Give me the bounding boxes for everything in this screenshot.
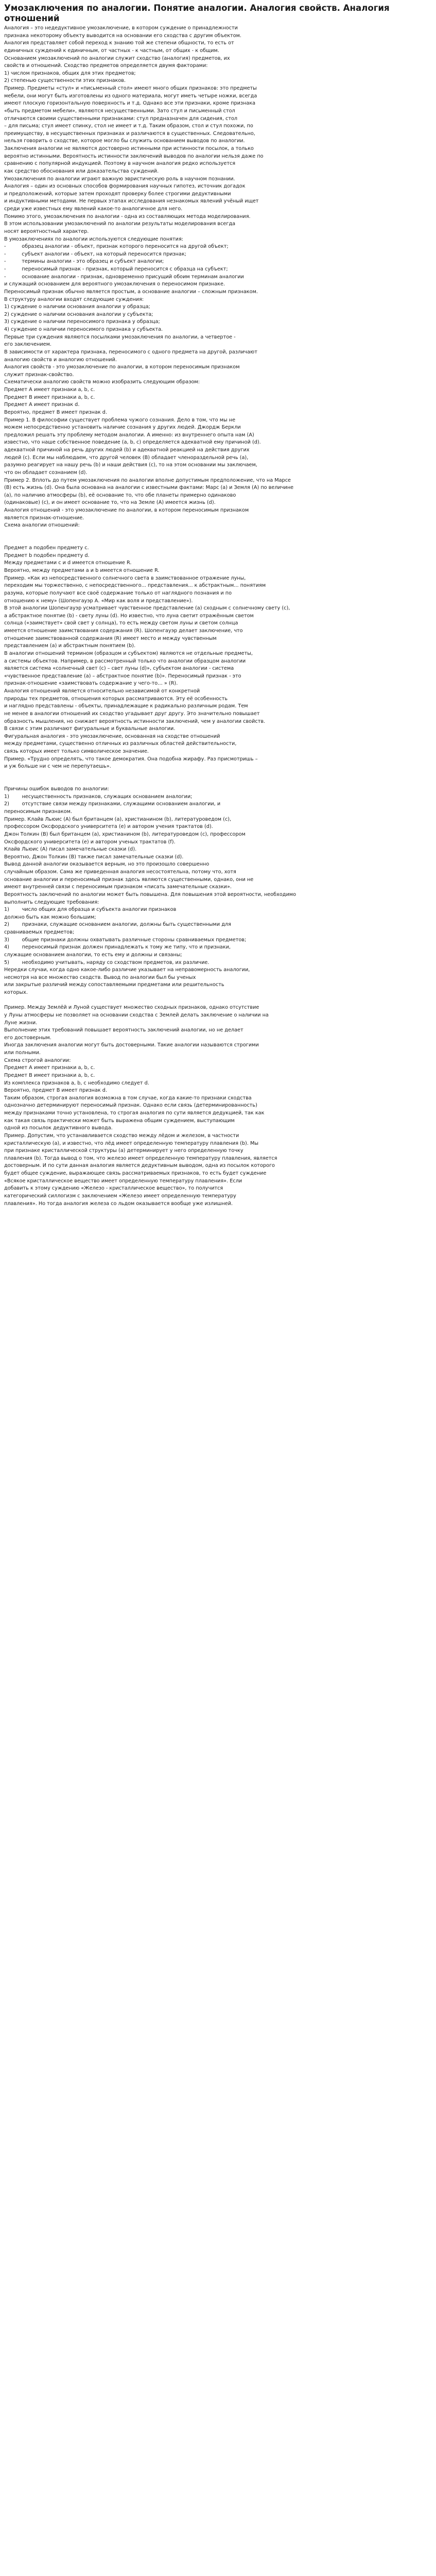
text-line: Выполнение этих требований повышает вероятность заключений аналогии, но не делает	[4, 1027, 243, 1033]
text-line: можем непосредственно установить наличие сознания у других людей. Джордж Беркли	[4, 425, 241, 431]
text-line: - образец аналогии - объект, признак которого переносится на другой объект;	[4, 244, 229, 250]
text-line: является система «солнечный свет (с) – свет луны (d)», субъектом аналогии - система	[4, 666, 234, 672]
text-line: Иногда заключения аналогии могут быть достоверными. Такие аналогии называются строгими	[4, 1042, 259, 1048]
text-line: Пример. «Как из непосредственного солнечного света в заимствованное отражение луны,	[4, 575, 246, 581]
text-line: нельзя говорить о сходстве, которое могло бы служить основанием выводов по аналогии.	[4, 138, 245, 144]
text-line: предложил решать эту проблему методом аналогии. А именно: из внутреннего опыта нам (А)	[4, 432, 254, 438]
text-line: Пример. «Трудно определять, что такое демократия. Она подобна жирафу. Раз присмотришь –	[4, 756, 258, 762]
text-line: у Луны атмосферы не позволяет на основании сходства с Землей делать заключение о наличии на	[4, 1012, 269, 1018]
text-line: Между предметами с и d имеется отношение R.	[4, 560, 132, 566]
text-line: категорический силлогизм с заключением «Железо имеет определенную температуру	[4, 1193, 236, 1199]
text-line: - субъект аналогии - объект, на который переносится признак;	[4, 251, 187, 257]
text-line: связь которых имеет только символическое значение.	[4, 749, 149, 754]
text-line: 2) суждение о наличии основания аналогии у субъекта;	[4, 311, 153, 317]
text-line	[4, 530, 431, 537]
text-line: Вывод данной аналогии оказывается верным, но это произошло совершенно	[4, 861, 210, 868]
text-line: и служащий основанием для вероятного умозаключения о переносимом признаке.	[4, 281, 225, 287]
text-line: разума, которые получают все своё содержание только от наглядного познания и по	[4, 590, 232, 596]
text-line: «быть предметом мебели», являются несущественными. Зато стул и письменный стол	[4, 108, 235, 114]
text-line: Аналогия представляет собой переход к знанию той же степени общности, то есть от	[4, 40, 234, 46]
text-line: – для письма; стул имеет спинку, стол не имеет и т.д. Таким образом, стол и стул похожи, по	[4, 123, 253, 129]
text-line: а системы объектов. Например, в рассмотренный только что аналогии образцом аналогии	[4, 658, 246, 664]
text-line: 3) суждение о наличии переносимого признака у образца;	[4, 319, 160, 325]
text-line: Аналогия свойств - это умозаключение по аналогии, в котором переносимым признаком	[4, 364, 240, 370]
text-line: Предмет а подобен предмету c.	[4, 545, 89, 551]
text-line: Заключения аналогии не являются достоверно истинными при истинности посылок, а только	[4, 146, 254, 151]
text-line: плавления». Но тогда аналогия железа со льдом оказывается вообще уже излишней.	[4, 1200, 233, 1207]
text-line: Таким образом, строгая аналогия возможна в том случае, когда какие-то признаки сходства	[4, 1095, 252, 1101]
text-line: Схема аналогии отношений:	[4, 522, 80, 529]
text-line: имеют плоскую горизонтальную поверхность и т.д. Однако все эти признаки, кроме признака	[4, 100, 256, 107]
text-line: - переносимый признак - признак, который переносится с образца на субъект;	[4, 266, 228, 272]
text-line: основание аналогии и переносимый признак здесь являются существенными, однако, они не	[4, 876, 254, 883]
text-line: В этом использовании умозаключений по аналогии результаты моделирования всегда	[4, 221, 236, 227]
text-line: Причины ошибок выводов по аналогии:	[4, 786, 109, 792]
text-line: Предмет А имеет признаки a, b, c.	[4, 1065, 95, 1071]
text-line: Умозаключения по аналогии играют важную эвристическую роль в научном познании.	[4, 176, 235, 182]
text-line	[4, 997, 431, 1005]
text-line: среди уже известных ему явлений какое-то аналогичное для него.	[4, 206, 183, 212]
text-line: В зависимости от характера признака, переносимого с одного предмета на другой, различают	[4, 349, 257, 355]
text-line: В структуру аналогии входят следующие суждения:	[4, 296, 144, 302]
text-line: 4) переносимый признак должен принадлежать к тому же типу, что и признаки,	[4, 944, 231, 951]
text-line: не менее в аналогии отношений их сходство угадывает друг другу. Это значительно повышает	[4, 710, 260, 717]
document-page	[0, 0, 436, 1208]
text-line: достоверным. И по сути данная аналогия является дедуктивным выводом, одна из посылок которого	[4, 1163, 275, 1169]
text-line: его заключением.	[4, 342, 52, 348]
text-line: сравниваемых предметов;	[4, 929, 75, 935]
text-line: носят вероятностный характер.	[4, 228, 89, 234]
text-line: Фигуральная аналогия - это умозаключение, основанная на сходстве отношений	[4, 733, 220, 739]
text-line: разумно реагирует на нашу речь (b) и наши действия (c), то на этом основании мы заключаем,	[4, 462, 257, 468]
text-line: В умозаключениях по аналогии используются следующие понятия:	[4, 236, 184, 242]
text-line: - термины аналогии - это образец и субъект аналогии;	[4, 259, 164, 265]
text-line: Схематически аналогию свойств можно изобразить следующим образом:	[4, 379, 200, 385]
text-line: 1) несущественность признаков, служащих основанием аналогии;	[4, 793, 193, 800]
text-line: Предмет А имеет признаки a, b, c.	[4, 387, 95, 393]
text-line: Пример. Между Землёй и Луной существует множество сходных признаков, однако отсутствие	[4, 1005, 259, 1011]
text-line: которых.	[4, 990, 28, 995]
text-line: Вероятность заключений по аналогии может быть повышена. Для повышения этой вероятности, необходимо	[4, 891, 297, 897]
text-line: Клайв Льюис (А) писал замечательные сказки (d).	[4, 846, 137, 853]
text-line: несмотря на все множество сходств. Вывод по аналогии был бы ученых	[4, 974, 196, 980]
text-line: одной из посылок дедуктивного вывода.	[4, 1125, 113, 1131]
text-line: Джон Толкин (В) был британцем (а), христианином (b), литературоведом (с), профессором	[4, 831, 246, 837]
article-body	[4, 25, 431, 1208]
text-line: между признаками точно установлена, то строгая аналогия по сути является дедукцией, так как	[4, 1110, 265, 1116]
text-line	[4, 771, 431, 778]
text-line: имеется отношение заимствования содержания (R). Шопенгауэр делает заключение, что	[4, 628, 243, 634]
text-line: Предмет В имеет признаки a, b, c.	[4, 1072, 95, 1078]
text-line: плавления (b). Тогда вывод о том, что железо имеет определенную температуру плавления, является	[4, 1155, 277, 1161]
text-line: свойств и отношений. Сходство предметов определяется двумя факторами:	[4, 63, 208, 69]
text-line: 1) суждение о наличии основания аналогии у образца;	[4, 304, 150, 310]
text-line: Аналогия – это недедуктивное умозаключение, в котором суждение о принадлежности	[4, 25, 238, 31]
text-line: между предметами, существенно отличных из различных областей действительности,	[4, 741, 237, 747]
text-line: Оксфордского университета (е) и автором ученых трактатов (f).	[4, 839, 176, 845]
text-line: Пример 2. Вплоть до путем умозаключения по аналогии вполне допустимым предположение, что на Марсе	[4, 477, 291, 483]
text-line: отношению к нему» (Шопенгауэр А. «Мир как воля и представление»).	[4, 598, 193, 604]
text-line: (В) есть жизнь (d). Она была основана на аналогии с известными фактами: Марс (a) и Земля (А) по величине	[4, 485, 294, 491]
text-line: при признаке кристаллической структуры (а) детерминирует у него определенную точку	[4, 1148, 243, 1154]
text-line: признак-отношение «заимствовать содержание у чего-то… » (R).	[4, 681, 178, 687]
text-line: В этой аналогии Шопенгауэр усматривает чувственное представление (а) сходным с солнечному свету (с),	[4, 605, 290, 612]
text-line: Из комплекса признаков a, b, c необходимо следует d.	[4, 1080, 149, 1086]
text-line: Предмет В имеет признаки a, b, c.	[4, 394, 95, 400]
text-line: имеют внутренней связи с переносимым признаком «писать замечательные сказки».	[4, 884, 232, 890]
text-line: должно быть как можно большим;	[4, 914, 96, 920]
text-line: как такая связь практически может быть выражена общим суждением, выступающим	[4, 1117, 235, 1124]
text-line: однозначно детерминируют переносимый признак. Однако если связь (детерминированность)	[4, 1103, 257, 1109]
text-line: Нередки случаи, когда одно какое-либо различие указывает на неправомерность аналогии,	[4, 967, 250, 973]
text-line: людей (c). Если мы наблюдаем, что другой человек (В) обладает членораздельной речь (a),	[4, 454, 249, 461]
text-line: 1) числом признаков, общих для этих предметов;	[4, 70, 136, 76]
text-line: Луне жизни.	[4, 1020, 38, 1026]
text-line: будет общее суждение, выражающее связь рассматриваемых признаков, то есть будет суждение	[4, 1171, 267, 1176]
text-line: или закрытые различий между сопоставляемыми предметами или решительность	[4, 982, 224, 988]
text-line: 1) число общих для образца и субъекта аналогии признаков	[4, 907, 177, 913]
text-line: Вероятно, между предметами а и b имеется отношение R.	[4, 568, 160, 573]
text-line: кристаллическую (а), и известно, что лёд имеет определенную температуру плавления (b). Мы	[4, 1140, 258, 1146]
text-line: аналогию свойств и аналогию отношений.	[4, 357, 117, 363]
text-line: «Всякое кристаллическое вещество имеет определенную температуру плавления». Если	[4, 1178, 242, 1184]
text-line: Предмет А имеет признак d.	[4, 402, 80, 408]
text-line: Переносимый признак обычно является простым, а основание аналогии – сложным признаком.	[4, 289, 258, 295]
text-line: природы тех предметов, отношения которых рассматриваются. Эту её особенность	[4, 696, 228, 702]
text-line: отличаются своими существенными признаками: стул предназначен для сидения, стол	[4, 115, 238, 122]
text-line: выполнить следующие требования:	[4, 899, 99, 905]
text-line: и индуктивными методами. Не первых этапах исследования незнакомых явлений учёный ищет	[4, 198, 259, 205]
text-line: солнца («заимствует» свой свет у солнца), то есть между светом луны и светом солнца	[4, 620, 238, 626]
text-line: «чувственное представление (а) – абстрактное понятие (b)». Переносимый признак - это	[4, 673, 241, 679]
text-line: его достоверным.	[4, 1035, 51, 1041]
text-line: 3) общие признаки должны охватывать различные стороны сравниваемых предметов;	[4, 937, 247, 943]
text-line: образность мышления, но снижает вероятность истинности заключений, чем у аналогии свойств.	[4, 718, 266, 724]
text-line: как средство обоснования или доказательства суждений.	[4, 168, 159, 174]
text-line: 2) степенью существенности этих признаков.	[4, 78, 126, 84]
text-line: В связи с этим различают фигуральные и буквальные аналогии.	[4, 726, 176, 732]
text-line: Первые три суждения являются посылками умозаключения по аналогии, а четвертое -	[4, 334, 236, 340]
text-line: профессором Оксфордского университета (е) и автором учения трактатов (d).	[4, 824, 213, 830]
text-line: Пример. Клайв Льюис (А) был британцем (а), христианином (b), литературоведом (с),	[4, 816, 232, 822]
text-line: мебели, они могут быть изготовлены из одного материала, могут иметь четыре ножки, всегда	[4, 93, 257, 99]
text-line: переносимым признаком.	[4, 809, 72, 815]
text-line: Вероятно, предмет В имеет признак d.	[4, 1088, 108, 1094]
text-line: является признак-отношение.	[4, 515, 84, 521]
text-line: что он обладает сознанием (d).	[4, 469, 88, 476]
text-line: (a), по наличию атмосферы (b), её основание то, что обе планеты примерно одинаково	[4, 492, 236, 498]
text-line: 2) признаки, служащие основанием аналогии, должны быть существенными для	[4, 922, 231, 928]
text-line: единичных суждений к единичным, от частных - к частным, от общих - к общим.	[4, 47, 219, 54]
text-line: Пример. Предметы «стул» и «письменный стол» имеют много общих признаков: это предметы	[4, 86, 257, 91]
text-line: Основанием умозаключений по аналогии служит сходство (аналогия) предметов, их	[4, 55, 230, 61]
text-line: признака некоторому объекту выводится на основании его сходства с другим объектом.	[4, 32, 242, 39]
text-line: переходим мы торжественно, с непосредственного... представления... к абстрактным... понятиям	[4, 583, 266, 589]
text-line: а абстрактное понятие (b) - свету луны (d). Но известно, что луна светит отражённым светом	[4, 613, 254, 619]
text-line: или полными.	[4, 1050, 41, 1056]
text-line: Аналогия отношений является относительно независимой от конкретной	[4, 688, 200, 694]
text-line: Аналогия отношений - это умозаключение по аналогии, в котором переносимым признаком	[4, 507, 249, 513]
text-line: 4) суждение о наличии переносимого признака у субъекта.	[4, 327, 163, 332]
text-line: 5) необходимо учитывать, наряду со сходством предметов, их различие.	[4, 959, 210, 965]
text-line: известно, что наше собственное поведение (a, b, c) определяется адекватной ему причиной (d).	[4, 439, 261, 446]
text-line: преимуществу, в несущественных признаках и различаются в существенных. Следовательно,	[4, 130, 255, 137]
text-line	[4, 778, 431, 786]
text-line: (одинаковые) (c), и он имеет основание то, что на Земле (А) имеется жизнь (d).	[4, 500, 216, 506]
text-line: и уж больше ни с чем не перепутаешь».	[4, 764, 111, 770]
text-line	[4, 537, 431, 545]
text-line: служит признак-свойство.	[4, 371, 74, 378]
text-line: В аналогии отношений термином (образцом и субъектом) являются не отдельные предметы,	[4, 650, 253, 656]
text-line: и предположений, которые затем проходят проверку более строгими дедуктивными	[4, 191, 231, 197]
text-line: адекватной причиной на речь других людей (b) и адекватной реакцией на действия других	[4, 447, 250, 453]
text-line: случайным образом. Сама же приведенная аналогия несостоятельна, потому что, хотя	[4, 869, 236, 875]
text-line: вероятно истинными. Вероятность истинности заключений выводов по аналогии нельзя даже по	[4, 153, 264, 159]
text-line: и наглядно представлены - объекты, принадлежащие к радикально различным родам. Тем	[4, 703, 248, 709]
text-line: Схема строгой аналогии:	[4, 1057, 71, 1063]
text-line: представлением (а) и абстрактным понятием (b).	[4, 643, 136, 649]
text-line: сравнению с популярной индукцией. Поэтому в научном аналогия редко используется	[4, 161, 236, 167]
text-line: Предмет b подобен предмету d.	[4, 552, 90, 558]
page-title: Умозаключения по аналогии. Понятие аналогии. Аналогия свойств. Аналогия отношений	[4, 3, 390, 23]
text-line: Вероятно, Джон Толкин (В) также писал замечательные сказки (d).	[4, 854, 184, 860]
text-line: - основание аналогии - признак, одновременно присущий обоим терминам аналогии	[4, 274, 244, 280]
text-line: добавить к этому суждению «Железо - кристаллическое вещество», то получится	[4, 1185, 223, 1192]
text-line: служащие основанием аналогии, то есть ему и должны и связаны;	[4, 952, 182, 958]
text-line: Пример. Допустим, что устанавливается сходство между лёдом и железом, в частности	[4, 1132, 239, 1139]
text-line: Пример 1. В философии существует проблема чужого сознания. Дело в том, что мы не	[4, 417, 236, 423]
text-line: 2) отсутствие связи между признаками, служащими основанием аналогии, и	[4, 801, 221, 807]
text-line: Помимо этого, умозаключения по аналогии - одна из составляющих метода моделирования.	[4, 213, 251, 219]
text-line: Аналогия – один из основных способов формирования научных гипотез, источник догадок	[4, 183, 246, 190]
text-line: отношение заимствованной содержания (R) имеет место и между чувственным	[4, 635, 217, 641]
text-line: Вероятно, предмет В имеет признак d.	[4, 409, 108, 415]
